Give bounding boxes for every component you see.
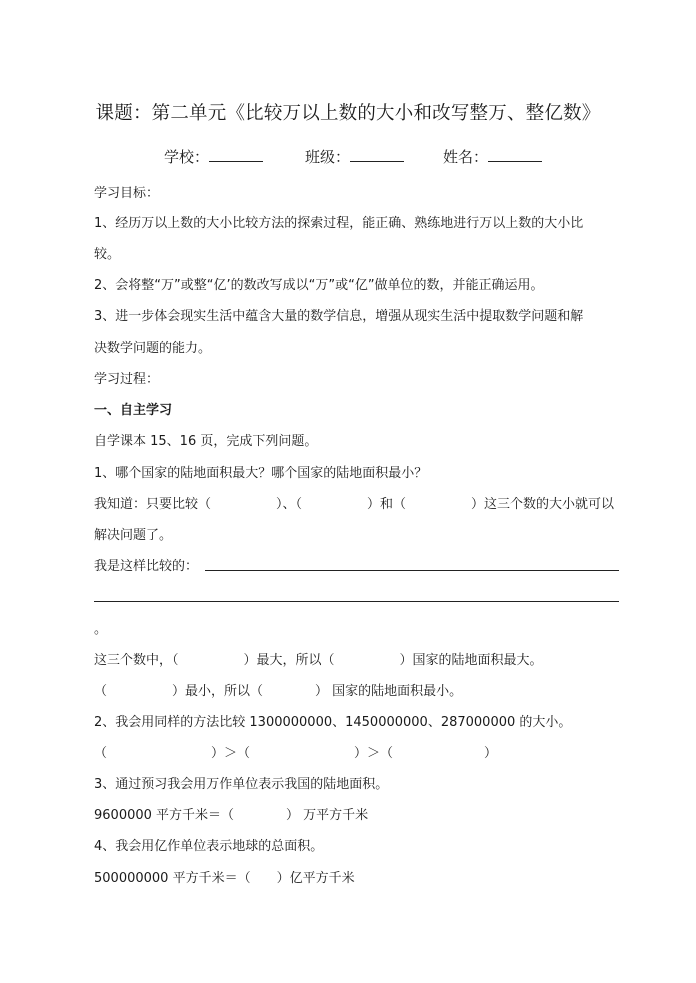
objective-2: 2、会将整“万”或整“亿’的数改写成以“万”或“亿”做单位的数，并能正确运用。 [94,278,544,293]
question-1-known-line-1: 我知道：只要比较（ ）、（ ）和（ ）这三个数的大小就可以 [94,497,615,512]
class-field [305,146,404,167]
question-2: 2、我会用同样的方法比较 1300000000、1450000000、287000000 的大小。 [94,715,572,730]
name-blank[interactable] [488,147,542,162]
question-1-known-line-2: 解决问题了。 [94,528,173,543]
objective-1-line-1: 1、经历万以上数的大小比较方法的探索过程，能正确、熟练地进行万以上数的大小比 [94,216,584,231]
self-study-intro: 自学课本 15、16 页，完成下列问题。 [94,434,318,449]
objective-3-line-1: 3、进一步体会现实生活中蕴含大量的数学信息，增强从现实生活中提取数学问题和解 [94,309,584,324]
page-title: 课题：第二单元《比较万以上数的大小和改写整万、整亿数》 [95,103,601,124]
school-blank[interactable] [209,147,263,162]
answer-line-2[interactable] [94,601,619,602]
answer-line-1[interactable] [205,570,619,571]
name-label: 姓名： [443,148,489,166]
question-4-equation: 500000000 平方千米＝（ ）亿平方千米 [94,871,355,886]
answer-period: 。 [94,622,108,637]
question-2-ordering: （ ）＞（ ）＞（ ） [94,746,498,761]
class-blank[interactable] [350,147,404,162]
objective-1-line-2: 较。 [94,247,121,262]
question-3-equation: 9600000 平方千米＝（ ） 万平方千米 [94,808,369,823]
objective-3-line-2: 决数学问题的能力。 [94,341,212,356]
objectives-heading: 学习目标： [94,186,160,201]
class-label: 班级： [305,148,351,166]
question-4: 4、我会用亿作单位表示地球的总面积。 [94,839,324,854]
question-3: 3、通过预习我会用万作单位表示我国的陆地面积。 [94,777,389,792]
process-heading: 学习过程： [94,372,160,387]
section-heading-self-study: 一、自主学习 [94,403,173,418]
question-1-compare-label: 我是这样比较的： [94,559,199,574]
question-1-max: 这三个数中，（ ）最大，所以（ ）国家的陆地面积最大。 [94,653,543,668]
school-label: 学校： [164,148,210,166]
question-1-min: （ ）最小，所以（ ） 国家的陆地面积最小。 [94,684,463,699]
school-field [164,146,263,167]
question-1: 1、哪个国家的陆地面积最大？哪个国家的陆地面积最小？ [94,466,428,481]
name-field [443,146,542,167]
